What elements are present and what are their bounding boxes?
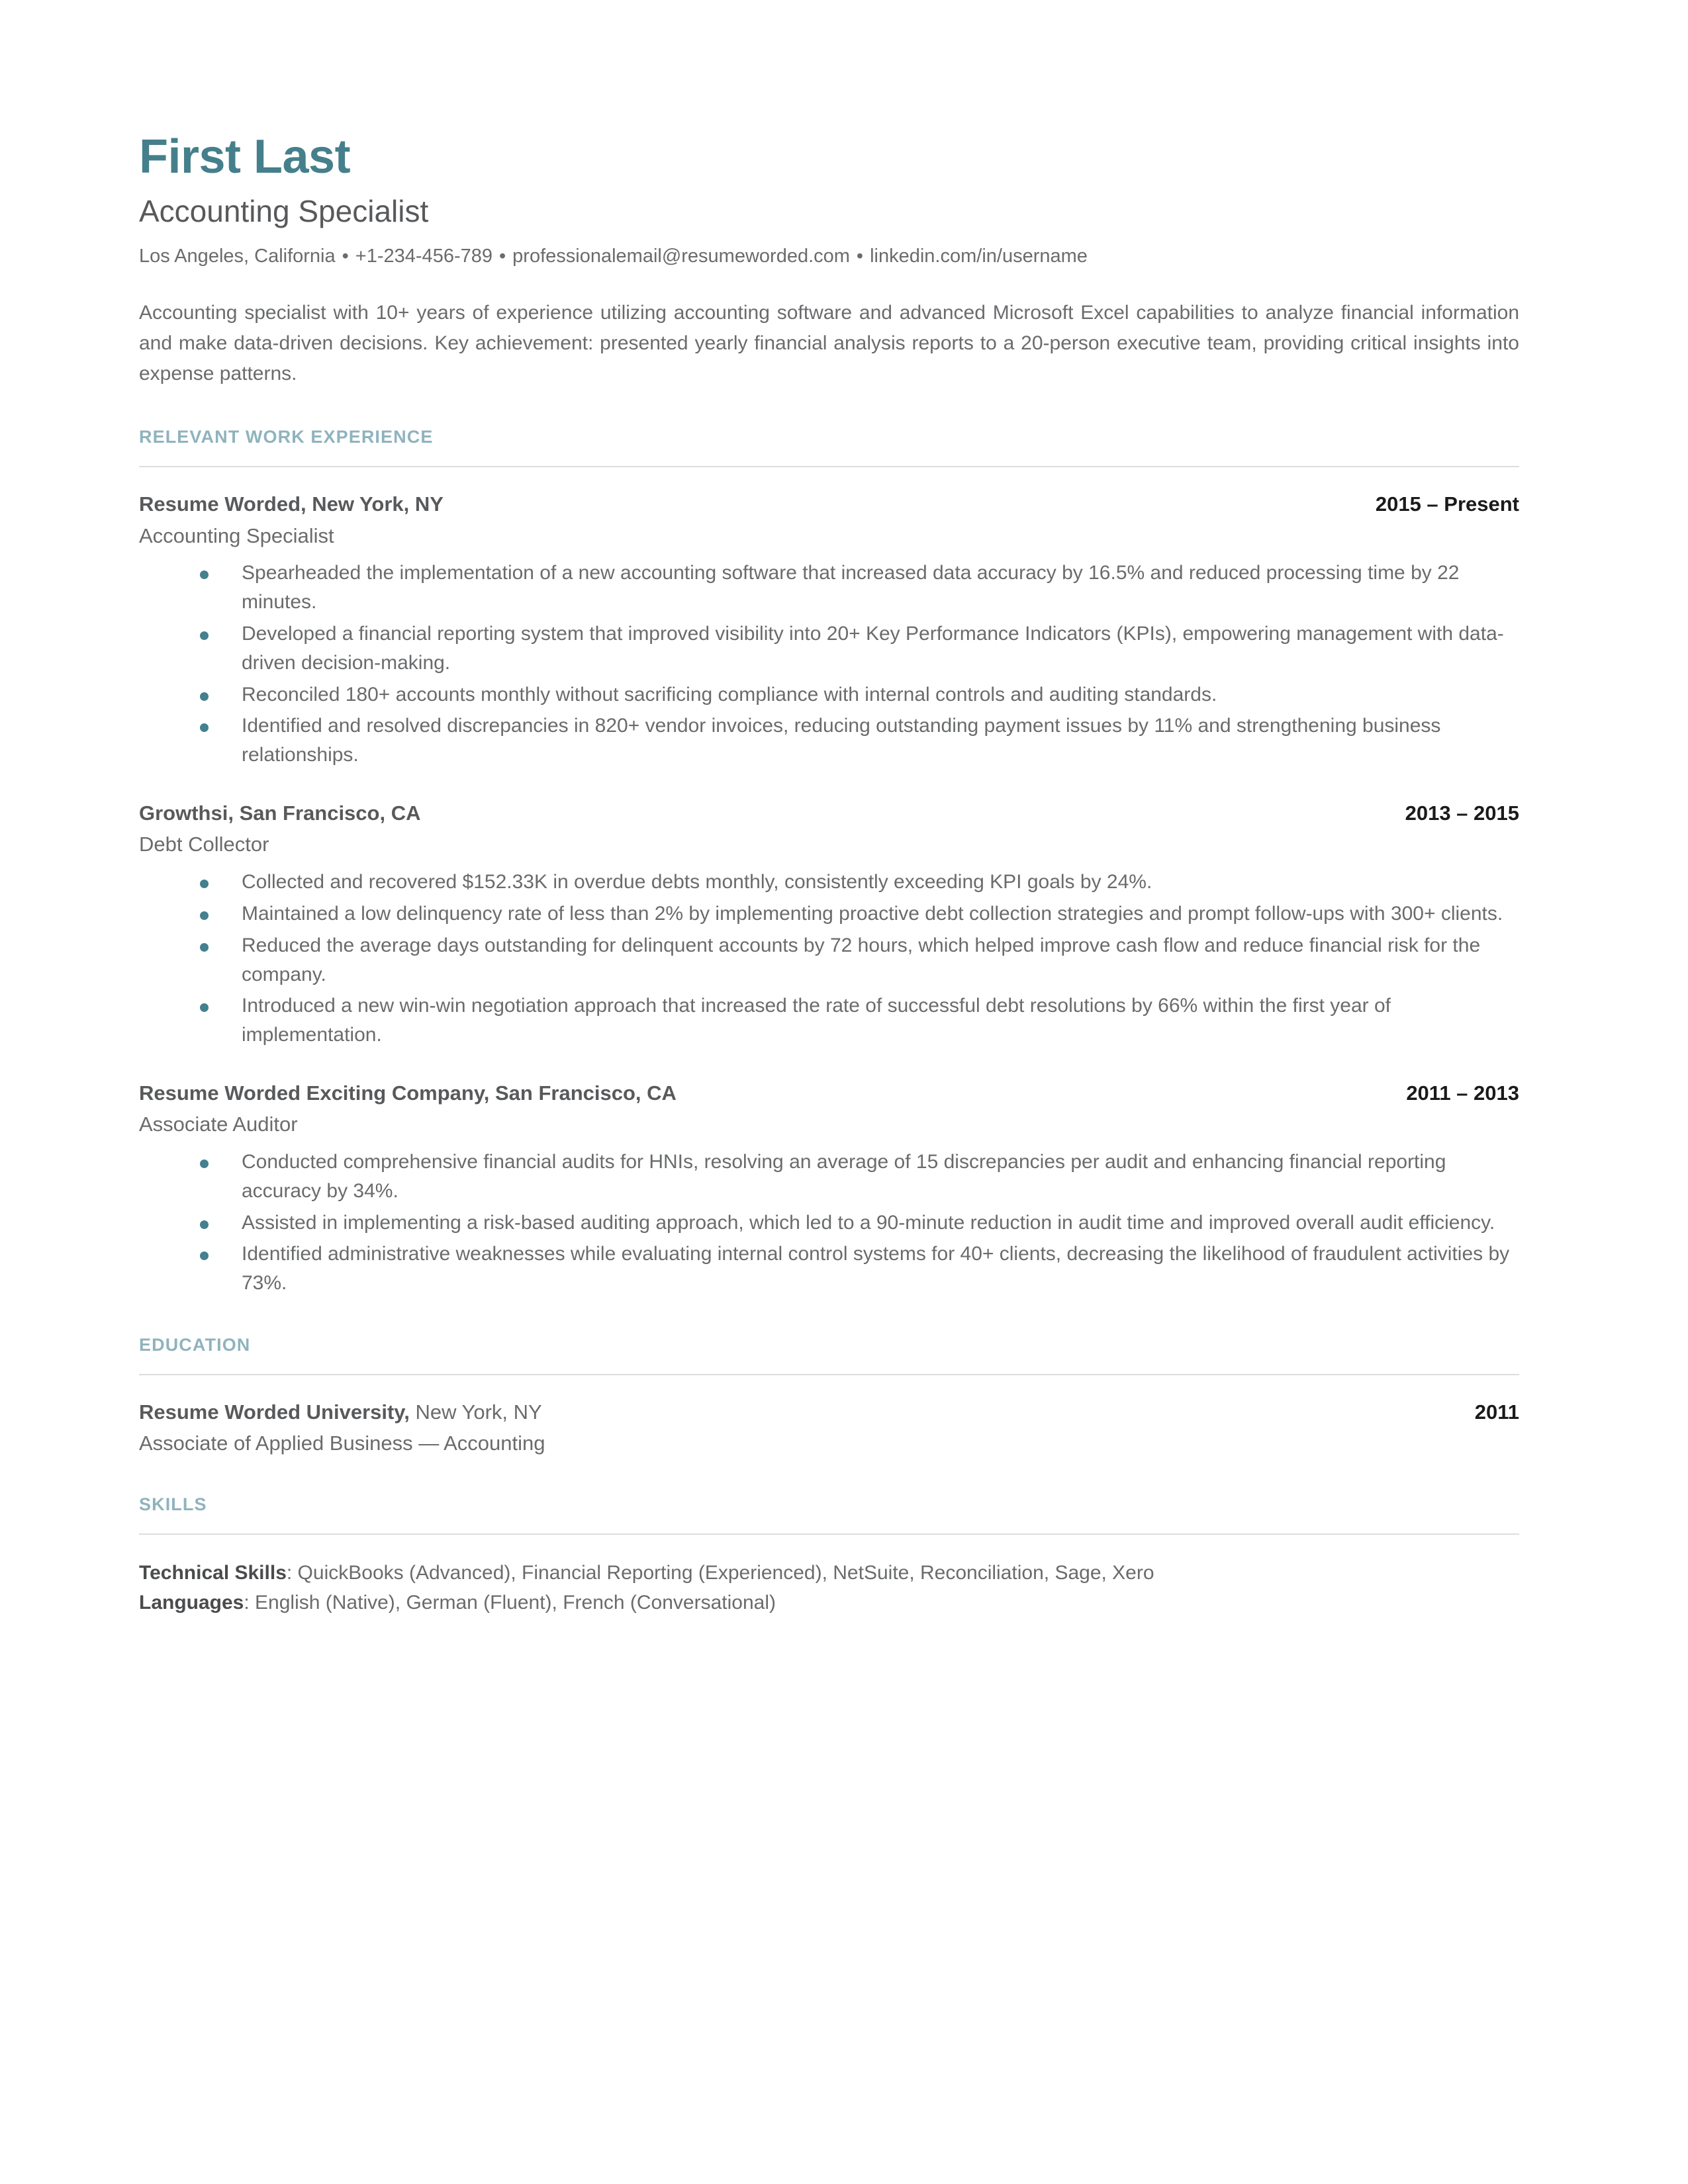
education-school-name: Resume Worded University, xyxy=(139,1400,410,1424)
contact-linkedin[interactable]: linkedin.com/in/username xyxy=(870,245,1088,267)
experience-entry-header xyxy=(139,491,1519,518)
section-education xyxy=(139,1335,1519,1457)
spacer xyxy=(139,1302,1519,1335)
experience-organization: Resume Worded, New York, NY xyxy=(139,492,444,516)
spacer xyxy=(139,1461,1519,1494)
contact-phone[interactable]: +1-234-456-789 xyxy=(355,245,492,267)
candidate-name: First Last xyxy=(139,130,351,183)
education-school xyxy=(139,1399,542,1426)
skills-technical-line xyxy=(139,1559,1519,1588)
experience-dates: 2011 – 2013 xyxy=(1406,1081,1519,1105)
experience-organization: Growthsi, San Francisco, CA xyxy=(139,801,421,825)
section-skills xyxy=(139,1494,1519,1617)
section-divider xyxy=(139,466,1519,467)
experience-entry xyxy=(139,1080,1519,1298)
contact-separator-icon: • xyxy=(342,245,349,267)
experience-entry-header xyxy=(139,800,1519,827)
section-divider xyxy=(139,1533,1519,1535)
section-heading-skills: SKILLS xyxy=(139,1494,207,1515)
experience-bullet: Collected and recovered $152.33K in overdue debts monthly, consistently exceeding KPI goals by 24%. xyxy=(139,868,1519,897)
experience-bullet: Developed a financial reporting system that improved visibility into 20+ Key Performance Indicators (KPIs), empowering management with data-driven decision-making. xyxy=(139,619,1519,678)
contact-separator-icon: • xyxy=(856,245,864,267)
experience-bullet-list xyxy=(139,868,1519,1050)
section-heading-education: EDUCATION xyxy=(139,1335,251,1355)
education-degree: Associate of Applied Business — Accounting xyxy=(139,1432,545,1455)
experience-entry xyxy=(139,800,1519,1050)
experience-bullet: Identified administrative weaknesses while evaluating internal control systems for 40+ clients, decreasing the likelihood of fraudulent activities by 73%. xyxy=(139,1240,1519,1298)
experience-role: Associate Auditor xyxy=(139,1113,298,1136)
contact-separator-icon: • xyxy=(499,245,506,267)
experience-entry xyxy=(139,491,1519,770)
experience-bullet-list xyxy=(139,559,1519,770)
experience-bullet: Reduced the average days outstanding for delinquent accounts by 72 hours, which helped improve cash flow and reduce financial risk for the company. xyxy=(139,931,1519,989)
experience-role: Accounting Specialist xyxy=(139,523,334,547)
contact-line xyxy=(139,244,1519,269)
section-heading-experience: RELEVANT WORK EXPERIENCE xyxy=(139,427,434,447)
education-entry-header xyxy=(139,1399,1519,1426)
skills-technical-value: : QuickBooks (Advanced), Financial Reporting (Experienced), NetSuite, Reconciliation, Sage, Xero xyxy=(286,1562,1154,1584)
professional-summary: Accounting specialist with 10+ years of experience utilizing accounting software and advanced Microsoft Excel capabilities to analyze financial information and make data-driven decisions. Key achievement: presented yearly financial analysis reports to a 20-person executive team, providing critical insights into expense patterns. xyxy=(139,302,1519,385)
spacer xyxy=(139,774,1519,800)
contact-location: Los Angeles, California xyxy=(139,245,336,267)
resume-header xyxy=(139,132,1519,269)
education-dates: 2011 xyxy=(1474,1400,1519,1424)
spacer xyxy=(139,1054,1519,1080)
experience-bullet: Introduced a new win-win negotiation approach that increased the rate of successful debt resolutions by 66% within the first year of implementation. xyxy=(139,991,1519,1050)
experience-dates: 2013 – 2015 xyxy=(1405,801,1519,825)
section-experience xyxy=(139,427,1519,1298)
experience-role: Debt Collector xyxy=(139,833,269,856)
experience-bullet: Maintained a low delinquency rate of less than 2% by implementing proactive debt collection strategies and prompt follow-ups with 300+ clients. xyxy=(139,899,1519,929)
experience-dates: 2015 – Present xyxy=(1375,492,1519,516)
candidate-headline: Accounting Specialist xyxy=(139,193,429,228)
experience-bullet: Conducted comprehensive financial audits for HNIs, resolving an average of 15 discrepancies per audit and enhancing financial reporting accuracy by 34%. xyxy=(139,1148,1519,1206)
education-entry xyxy=(139,1399,1519,1457)
skills-technical-label: Technical Skills xyxy=(139,1562,287,1584)
education-school-location: New York, NY xyxy=(409,1400,542,1424)
skills-languages-line xyxy=(139,1588,1519,1617)
skills-languages-label: Languages xyxy=(139,1591,244,1614)
contact-email[interactable]: professionalemail@resumeworded.com xyxy=(512,245,850,267)
experience-bullet: Identified and resolved discrepancies in 820+ vendor invoices, reducing outstanding payment issues by 11% and strengthening business relationships. xyxy=(139,711,1519,770)
experience-bullet: Assisted in implementing a risk-based auditing approach, which led to a 90-minute reduction in audit time and improved overall audit efficiency. xyxy=(139,1208,1519,1238)
experience-entry-header xyxy=(139,1080,1519,1107)
section-divider xyxy=(139,1374,1519,1375)
skills-languages-value: : English (Native), German (Fluent), French (Conversational) xyxy=(244,1591,776,1614)
experience-organization: Resume Worded Exciting Company, San Francisco, CA xyxy=(139,1081,677,1105)
experience-bullet: Spearheaded the implementation of a new accounting software that increased data accuracy by 16.5% and reduced processing time by 22 minutes. xyxy=(139,559,1519,617)
experience-bullet: Reconciled 180+ accounts monthly without sacrificing compliance with internal controls and auditing standards. xyxy=(139,680,1519,709)
experience-bullet-list xyxy=(139,1148,1519,1298)
